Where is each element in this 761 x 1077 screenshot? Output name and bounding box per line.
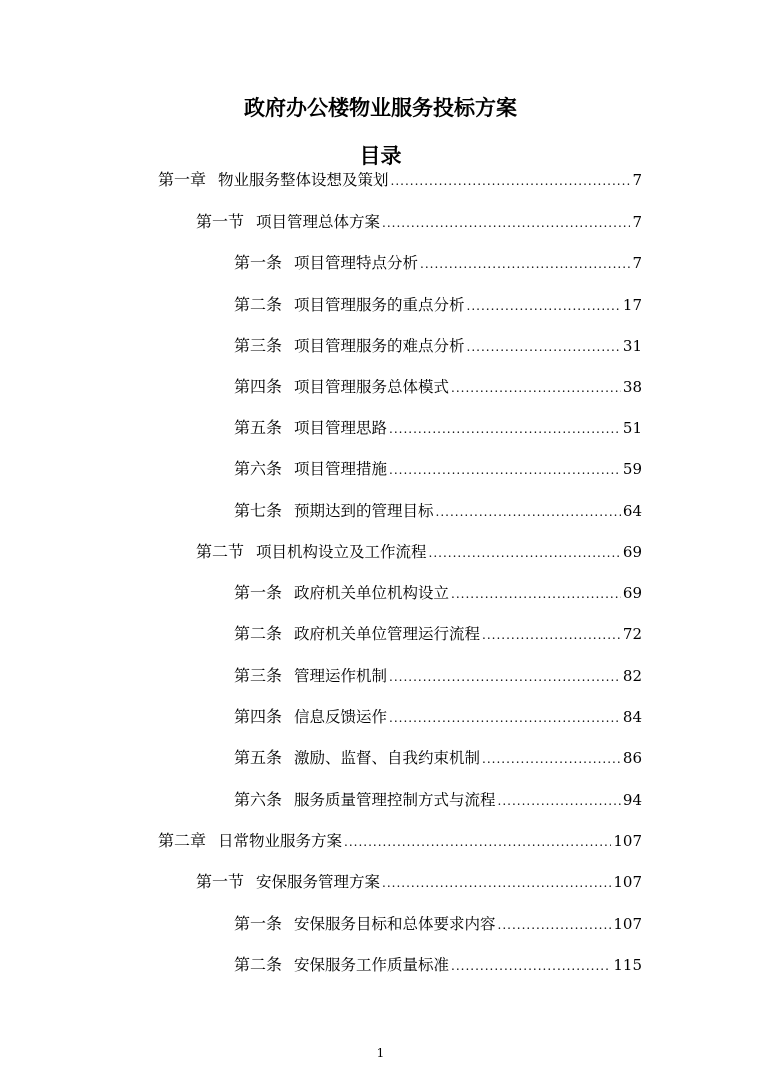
toc-entry-section[interactable] (196, 541, 642, 564)
toc-entry-page: 84 (622, 708, 642, 726)
toc-entry-number: 第一条 (234, 253, 283, 272)
toc-entry-number: 第七条 (234, 501, 283, 520)
toc-entry-number: 第五条 (234, 748, 283, 767)
toc-dot-leader (498, 790, 621, 812)
toc-dot-leader (451, 583, 621, 605)
toc-dot-leader (482, 624, 621, 646)
toc-dot-leader (389, 459, 621, 481)
toc-dot-leader (451, 377, 621, 399)
toc-entry-article[interactable] (234, 500, 642, 523)
toc-dot-leader (391, 170, 631, 192)
toc-entry-chapter[interactable] (158, 830, 642, 853)
toc-entry-article[interactable] (234, 665, 642, 688)
toc-entry-article[interactable] (234, 747, 642, 770)
toc-entry-number: 第一章 (158, 170, 207, 189)
toc-entry-page: 7 (632, 213, 642, 231)
toc-entry-title: 物业服务整体设想及策划 (218, 171, 389, 189)
toc-dot-leader (389, 666, 621, 688)
toc-entry-page: 107 (613, 873, 642, 891)
toc-entry-number: 第六条 (234, 790, 283, 809)
toc-entry-title: 项目管理服务的难点分析 (294, 337, 465, 355)
toc-entry-page: 82 (622, 667, 642, 685)
toc-dot-leader (344, 831, 611, 853)
toc-entry-title: 项目管理服务的重点分析 (294, 296, 465, 314)
toc-entry-page: 7 (632, 171, 642, 189)
toc-entry-page: 69 (622, 584, 642, 602)
toc-entry-article[interactable] (234, 913, 642, 936)
toc-entry-number: 第四条 (234, 377, 283, 396)
toc-dot-leader (467, 336, 621, 358)
toc-entry-number: 第四条 (234, 707, 283, 726)
toc-entry-page: 17 (622, 296, 642, 314)
toc-entry-page: 64 (622, 502, 642, 520)
toc-entry-page: 38 (622, 378, 642, 396)
toc-entry-number: 第二节 (196, 542, 245, 561)
toc-entry-page: 7 (632, 254, 642, 272)
toc-entry-page: 115 (613, 956, 642, 974)
toc-entry-title: 政府机关单位管理运行流程 (294, 625, 481, 643)
page-number: 1 (376, 1046, 385, 1060)
toc-entry-article[interactable] (234, 706, 642, 729)
toc-dot-leader (451, 955, 611, 977)
toc-entry-number: 第一条 (234, 914, 283, 933)
toc-entry-page: 31 (622, 337, 642, 355)
toc-entry-title: 政府机关单位机构设立 (294, 584, 450, 602)
toc-entry-article[interactable] (234, 582, 642, 605)
toc-dot-leader (389, 707, 621, 729)
toc-entry-article[interactable] (234, 623, 642, 646)
toc-entry-title: 信息反馈运作 (294, 708, 388, 726)
toc-entry-article[interactable] (234, 376, 642, 399)
toc-entry-title: 管理运作机制 (294, 667, 388, 685)
toc-entry-page: 69 (622, 543, 642, 561)
toc-entry-article[interactable] (234, 294, 642, 317)
toc-entry-title: 项目机构设立及工作流程 (256, 543, 427, 561)
toc-entry-page: 72 (622, 625, 642, 643)
toc-entry-page: 51 (622, 419, 642, 437)
toc-dot-leader (429, 542, 621, 564)
toc-entry-number: 第六条 (234, 459, 283, 478)
toc-entry-section[interactable] (196, 871, 642, 894)
toc-entry-section[interactable] (196, 211, 642, 234)
toc-entry-title: 项目管理总体方案 (256, 213, 381, 231)
toc-entry-article[interactable] (234, 335, 642, 358)
toc-entry-title: 服务质量管理控制方式与流程 (294, 791, 496, 809)
toc-entry-article[interactable] (234, 417, 642, 440)
toc-entry-number: 第三条 (234, 336, 283, 355)
toc-entry-number: 第二条 (234, 955, 283, 974)
toc-entry-title: 日常物业服务方案 (218, 832, 343, 850)
toc-entry-number: 第一节 (196, 212, 245, 231)
toc-entry-number: 第二章 (158, 831, 207, 850)
toc-entry-title: 安保服务目标和总体要求内容 (294, 915, 496, 933)
toc-entry-title: 安保服务工作质量标准 (294, 956, 450, 974)
toc-entry-article[interactable] (234, 252, 642, 275)
toc-dot-leader (389, 418, 621, 440)
toc-entry-number: 第一节 (196, 872, 245, 891)
toc-dot-leader (382, 872, 611, 894)
toc-entry-article[interactable] (234, 458, 642, 481)
toc-heading: 目录 (359, 144, 402, 168)
toc-entry-page: 94 (622, 791, 642, 809)
toc-dot-leader (382, 212, 630, 234)
toc-dot-leader (498, 914, 612, 936)
toc-entry-page: 59 (622, 460, 642, 478)
document-title: 政府办公楼物业服务投标方案 (244, 96, 517, 120)
toc-entry-number: 第三条 (234, 666, 283, 685)
toc-entry-number: 第二条 (234, 295, 283, 314)
toc-entry-title: 安保服务管理方案 (256, 873, 381, 891)
toc-entry-number: 第一条 (234, 583, 283, 602)
toc-dot-leader (436, 501, 621, 523)
toc-entry-title: 激励、监督、自我约束机制 (294, 749, 481, 767)
toc-dot-leader (467, 295, 621, 317)
toc-entry-title: 项目管理思路 (294, 419, 388, 437)
toc-entry-page: 86 (622, 749, 642, 767)
toc-entry-page: 107 (613, 915, 642, 933)
toc-entry-article[interactable] (234, 954, 642, 977)
toc-dot-leader (420, 253, 630, 275)
toc-entry-number: 第二条 (234, 624, 283, 643)
toc-entry-title: 项目管理特点分析 (294, 254, 419, 272)
toc-entry-number: 第五条 (234, 418, 283, 437)
toc-entry-article[interactable] (234, 789, 642, 812)
toc-entry-title: 预期达到的管理目标 (294, 502, 434, 520)
toc-entry-title: 项目管理措施 (294, 460, 388, 478)
toc-entry-chapter[interactable] (158, 169, 642, 192)
toc-entry-page: 107 (613, 832, 642, 850)
toc-dot-leader (482, 748, 621, 770)
toc-entry-title: 项目管理服务总体模式 (294, 378, 450, 396)
